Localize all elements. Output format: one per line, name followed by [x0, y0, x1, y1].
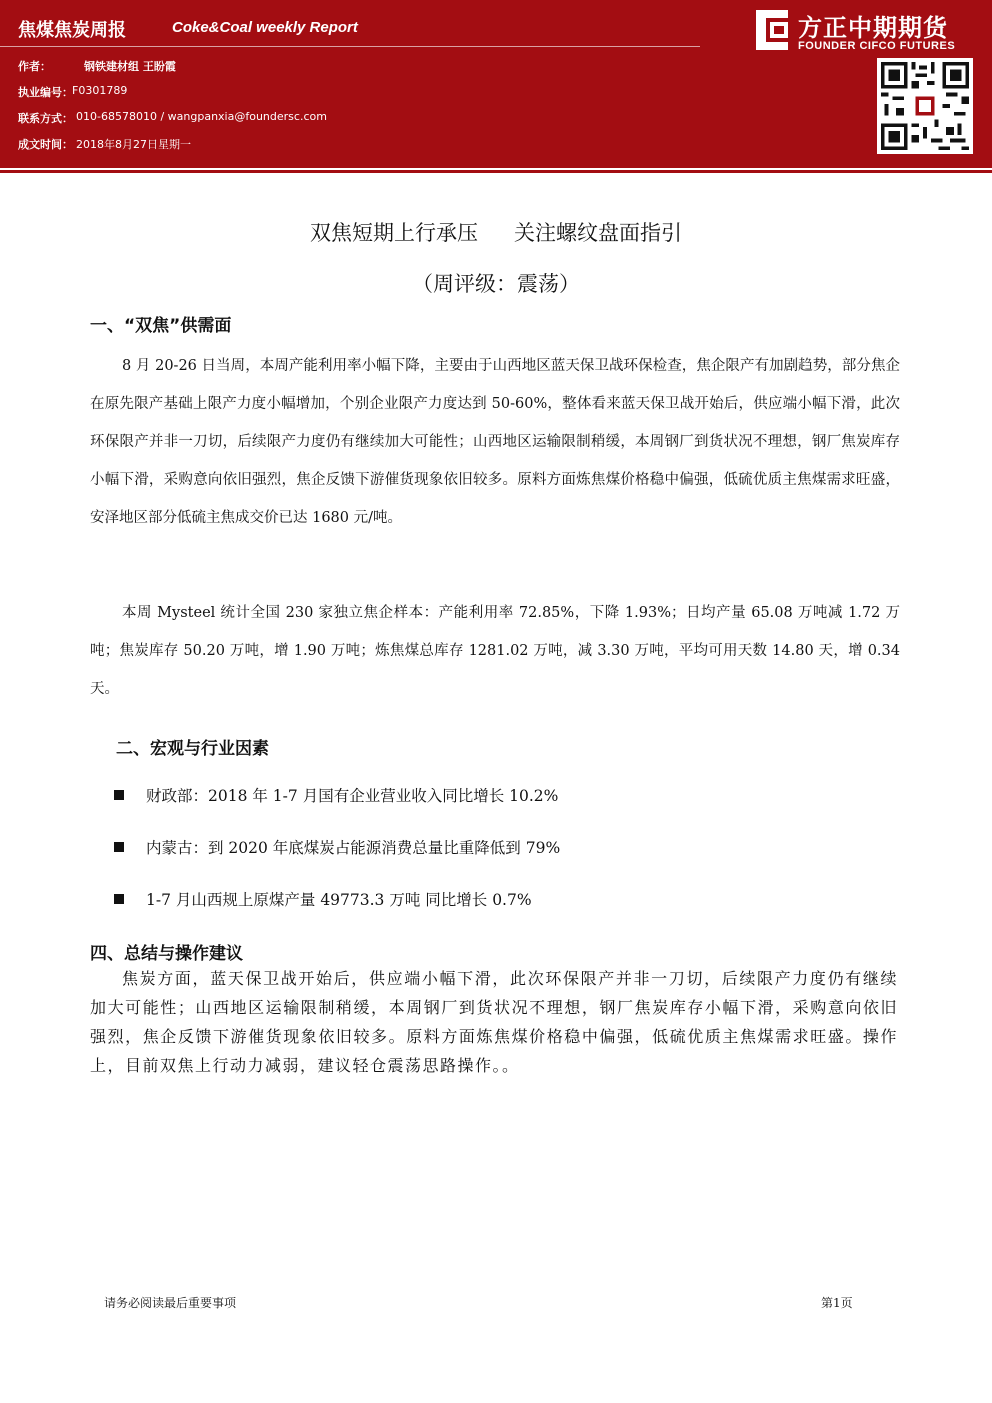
section-1-paragraph-1: 8 月 20-26 日当周，本周产能利用率小幅下降，主要由于山西地区蓝天保卫战环保检查，焦企限产有加剧趋势，部分焦企在原先限产基础上限产力度小幅增加，个别企业限产力度达到 50-60%，整体看来蓝天保卫战开始后，供应端小幅下滑，此次环保限产并非一刀切，后续限产力度仍有继续加大可能性；山西地区运输限制稍缓，本周钢厂到货状况不理想，钢厂焦炭库存小幅下滑，采购意向依旧强烈，焦企反馈下游催货现象依旧较多。原料方面炼焦煤价格稳中偏强，低硫优质主焦煤需求旺盛，安泽地区部分低硫主焦成交价已达 1680 元/吨。	[90, 358, 900, 526]
date-value: 2018年8月27日星期一	[76, 138, 191, 151]
license-value: F0301789	[72, 84, 128, 97]
document-title	[0, 217, 992, 247]
weekly-rating: （周评级：震荡）	[412, 272, 580, 296]
bullet-text-3: 1-7 月山西规上原煤产量 49773.3 万吨 同比增长 0.7%	[146, 891, 532, 909]
bullet-item-3	[114, 888, 532, 910]
date-row	[18, 136, 191, 152]
section-1-heading: 一、“双焦”供需面	[90, 316, 232, 336]
qr-code-icon	[877, 58, 973, 154]
footer-notice: 请务必阅读最后重要事项	[104, 1296, 237, 1310]
bullet-text-2: 内蒙古：到 2020 年底煤炭占能源消费总量比重降低到 79%	[146, 839, 561, 857]
report-header	[0, 0, 992, 168]
bullet-square-icon	[114, 894, 124, 904]
logo-mark-icon	[754, 8, 790, 52]
header-divider	[0, 46, 700, 47]
contact-row	[18, 110, 327, 126]
header-bottom-rule	[0, 170, 992, 173]
document-title-part-1: 双焦短期上行承压	[310, 221, 478, 245]
logo-text-en: FOUNDER CIFCO FUTURES	[798, 40, 956, 52]
bullet-text-1: 财政部：2018 年 1-7 月国有企业营业收入同比增长 10.2%	[146, 787, 559, 805]
contact-value: 010-68578010 / wangpanxia@foundersc.com	[76, 110, 327, 123]
section-2-heading: 二、宏观与行业因素	[116, 739, 269, 759]
license-label: 执业编号：	[18, 86, 73, 99]
author-label: 作者：	[18, 60, 51, 73]
section-1-paragraph-2: 本周 Mysteel 统计全国 230 家独立焦企样本：产能利用率 72.85%，下降 1.93%；日均产量 65.08 万吨减 1.72 万吨；焦炭库存 50.20 万吨，增 1.90 万吨；炼焦煤总库存 1281.02 万吨，减 3.30 万吨，平均可用天数 14.80 天，增 0.34 天。	[90, 605, 900, 697]
bullet-square-icon	[114, 842, 124, 852]
bullet-item-1	[114, 784, 558, 806]
date-label: 成文时间：	[18, 138, 73, 151]
section-4-paragraph: 焦炭方面，蓝天保卫战开始后，供应端小幅下滑，此次环保限产并非一刀切，后续限产力度仍有继续加大可能性；山西地区运输限制稍缓，本周钢厂到货状况不理想，钢厂焦炭库存小幅下滑，采购意向依旧强烈，焦企反馈下游催货现象依旧较多。原料方面炼焦煤价格稳中偏强，低硫优质主焦煤需求旺盛。操作上，目前双焦上行动力减弱，建议轻仓震荡思路操作。。	[90, 969, 898, 1075]
report-title-cn: 焦煤焦炭周报	[18, 20, 126, 41]
contact-label: 联系方式：	[18, 112, 73, 125]
logo-text-cn: 方正中期期货	[798, 14, 948, 42]
company-logo	[754, 6, 976, 56]
bullet-square-icon	[114, 790, 124, 800]
report-title-en: Coke&Coal weekly Report	[172, 19, 358, 36]
license-row	[18, 84, 128, 100]
bullet-item-2	[114, 836, 560, 858]
page-number: 第1页	[821, 1296, 853, 1310]
document-title-part-2: 关注螺纹盘面指引	[514, 221, 682, 245]
section-4-heading: 四、总结与操作建议	[90, 944, 243, 964]
author-value: 钢铁建材组 王盼霞	[84, 60, 176, 73]
author-row	[18, 58, 176, 74]
